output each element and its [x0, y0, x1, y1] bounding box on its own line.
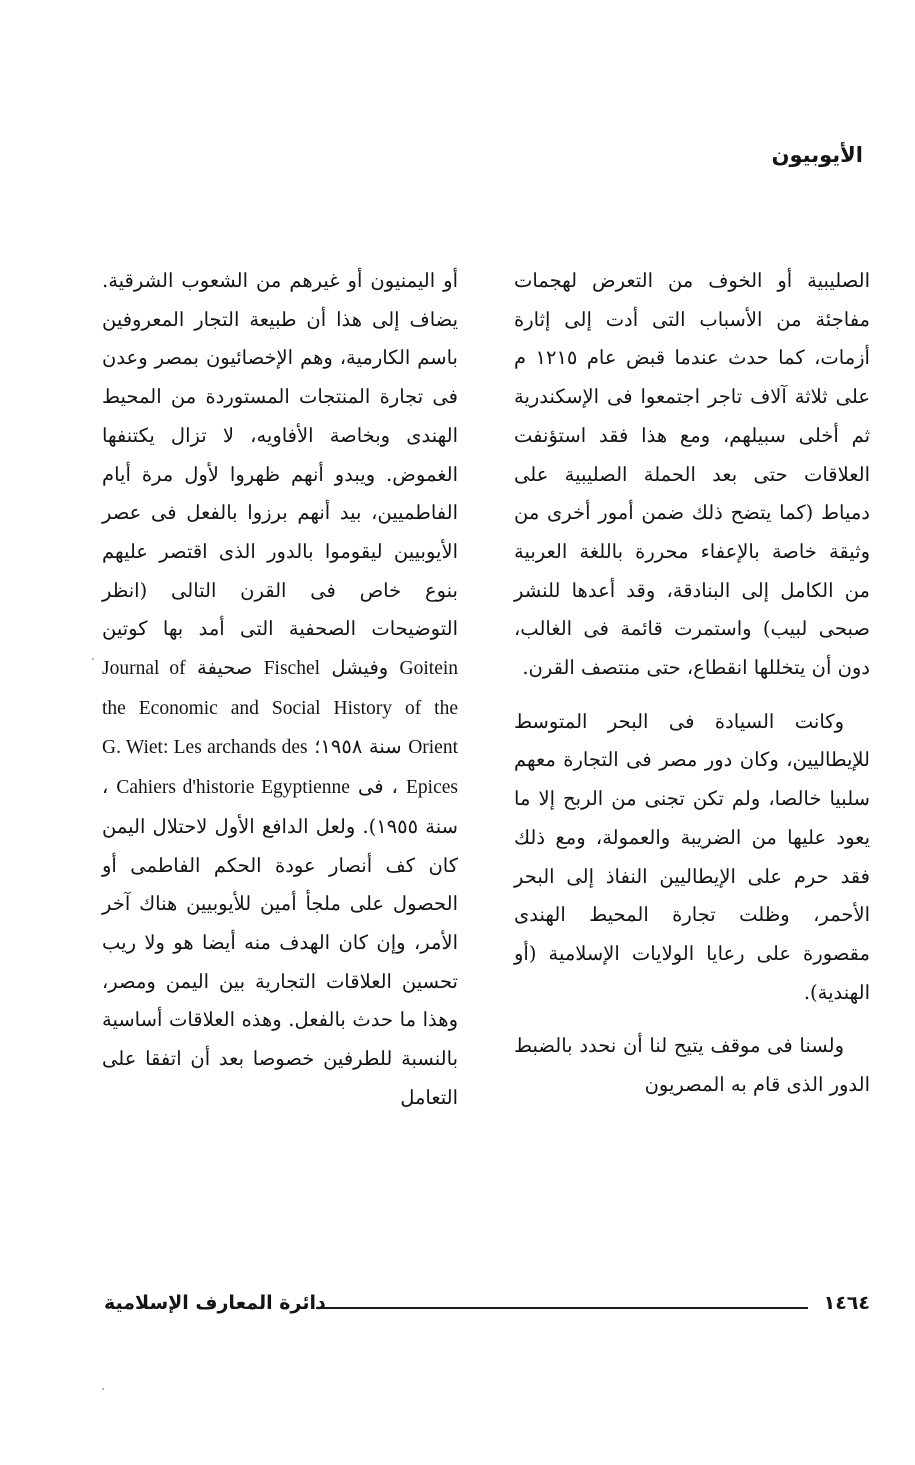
page-footer: [104, 1292, 870, 1324]
publication-title: دائرة المعارف الإسلامية: [104, 1292, 326, 1314]
journal-title: Journal of the Economic and Social History of the Orient: [102, 658, 459, 759]
text-run: سنة ١٩٥٨؛: [314, 735, 402, 759]
latin-name: Goitein: [399, 658, 459, 680]
citation-title: G. Wiet: Les archands des Epices: [102, 737, 458, 799]
running-head: الأيوبيون: [771, 143, 863, 167]
right-column: [514, 262, 870, 1105]
text-run: وفيشل: [331, 656, 389, 680]
text-run: ، فى: [358, 775, 398, 799]
latin-name: Fischel: [263, 658, 321, 680]
page-number: ١٤٦٤: [823, 1292, 870, 1314]
text-run: صحيفة: [197, 656, 253, 680]
footer-rule: [316, 1307, 808, 1309]
scan-speck: [102, 1388, 104, 1390]
text-run: أو اليمنيون أو غيرهم من الشعوب الشرقية. يضاف إلى هذا أن طبيعة التجار المعروفين باسم الكارمية، وهم الإخصائيون بمصر وعدن فى تجارة المنتجات المستوردة من المحيط الهندى وبخاصة الأفاويه، لا تزال يكتنفها الغموض. ويبدو أنهم ظهروا لأول مرة أيام الفاطميين، بيد أنهم برزوا بالفعل فى عصر الأيوبيين ليقوموا بالدور الذى اقتصر عليهم بنوع خاص فى القرن التالى (انظر التوضيحات الصحفية التى أمد بها كوتين: [102, 269, 458, 641]
left-column: [102, 262, 458, 1117]
paragraph: ولسنا فى موقف يتيح لنا أن نحدد بالضبط الدور الذى قام به المصريون: [514, 1034, 870, 1097]
text-run: ، سنة ١٩٥٥). ولعل الدافع الأول لاحتلال اليمن كان كف أنصار عودة الحكم الفاطمى أو الحصول على ملجأ أمين للأيوبيين هناك آخر الأمر، وإن كان الهدف منه أيضا هو ولا ريب تحسين العلاقات التجارية بين اليمن ومصر، وهذا ما حدث بالفعل. وهذه العلاقات أساسية بالنسبة للطرفين خصوصا بعد أن اتفقا على التعامل: [102, 775, 458, 1109]
journal-title: Cahiers d'historie Egyptienne: [116, 777, 350, 799]
paragraph: وكانت السيادة فى البحر المتوسط للإيطاليين، وكان دور مصر فى التجارة معهم سلبيا خالصا، ولم تكن تجنى من الربح إلا ما يعود عليها من الضريبة والعمولة، ومع ذلك فقد حرم على الإيطاليين النفاذ إلى البحر الأحمر، وظلت تجارة المحيط الهندى مقصورة على رعايا الولايات الإسلامية (أو الهندية).: [514, 709, 870, 1004]
paragraph: الصليبية أو الخوف من التعرض لهجمات مفاجئة من الأسباب التى أدت إلى إثارة أزمات، كما حدث عندما قبض عام ١٢١٥ م على ثلاثة آلاف تاجر اجتمعوا فى الإسكندرية ثم أخلى سبيلهم، ومع هذا فقد استؤنفت العلاقات حتى بعد الحملة الصليبية على دمياط (كما يتضح ذلك ضمن أمور أخرى من وثيقة خاصة بالإعفاء محررة باللغة العربية من الكامل إلى البنادقة، وقد أعدها للنشر صبحى لبيب) واستمرت قائمة فى الغالب، دون أن يتخللها انقطاع، حتى منتصف القرن.: [514, 269, 870, 680]
paragraph: [102, 262, 458, 1117]
scan-speck: [92, 658, 94, 660]
